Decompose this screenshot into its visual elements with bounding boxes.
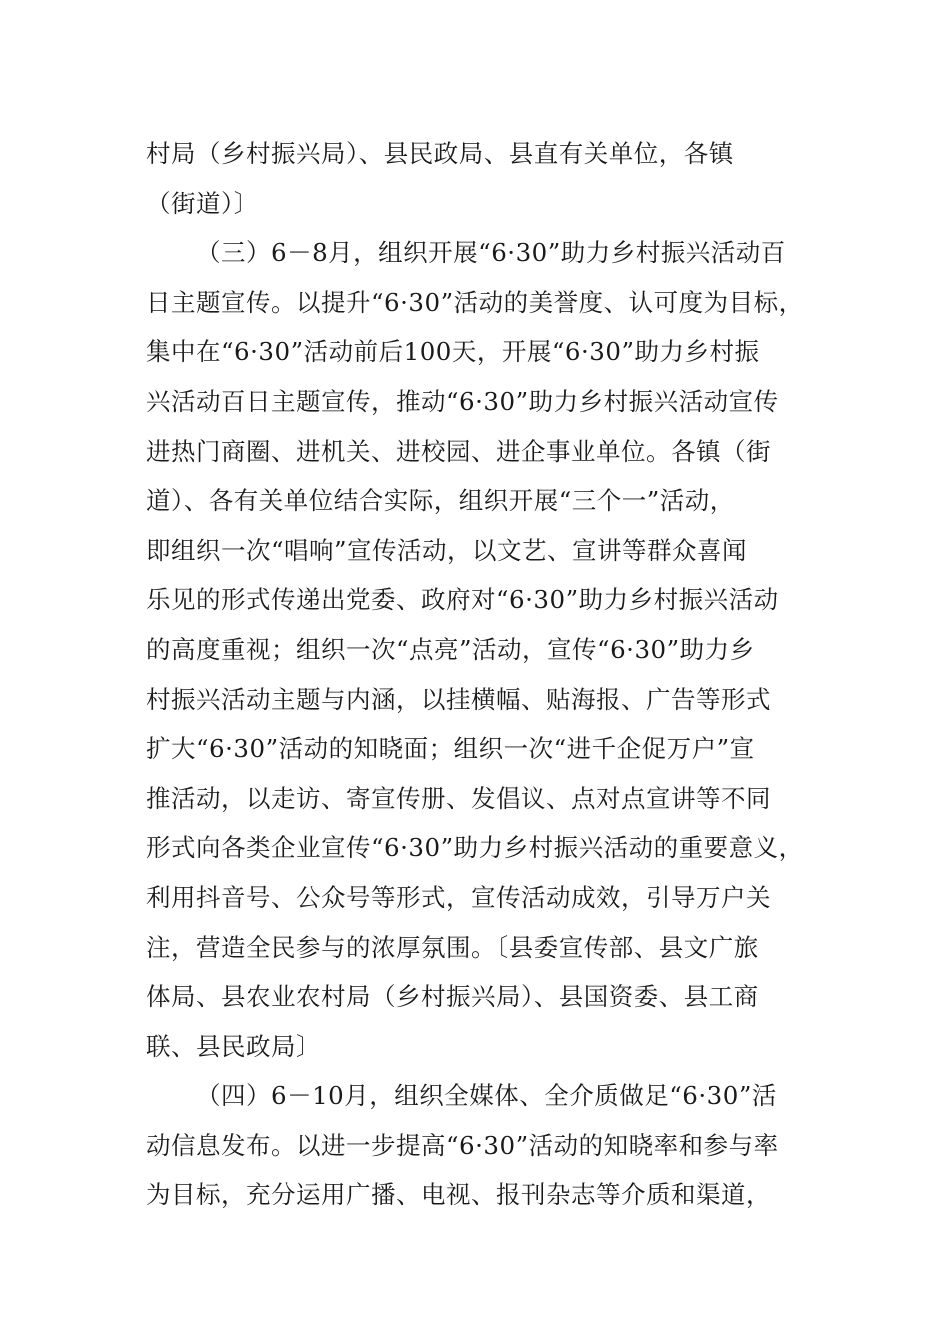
text-line: 利用抖音号、公众号等形式，宣传活动成效，引导万户关 [146, 882, 771, 912]
text-line: 注，营造全民参与的浓厚氛围。〔县委宣传部、县文广旅 [146, 932, 759, 962]
text-line: 村局（乡村振兴局）、县民政局、县直有关单位，各镇 [146, 139, 734, 168]
text-line: 即组织一次“唱响”宣传活动，以文艺、宣讲等群众喜闻 [146, 535, 748, 565]
body-text [146, 129, 836, 1220]
text-line: 日主题宣传。以提升“6·30”活动的美誉度、认可度为目标， [146, 287, 804, 317]
text-line: （街道）〕 [146, 188, 259, 218]
text-line: 集中在“6·30”活动前后100天，开展“6·30”助力乡村振 [146, 337, 760, 367]
text-line: 体局、县农业农村局（乡村振兴局）、县国资委、县工商 [146, 982, 759, 1012]
text-line: 的高度重视；组织一次“点亮”活动，宣传“6·30”助力乡 [146, 634, 755, 664]
section-heading-line: （三）6－8月，组织开展“6·30”助力乡村振兴活动百 [196, 238, 786, 268]
text-line: 村振兴活动主题与内涵，以挂横幅、贴海报、广告等形式 [146, 684, 771, 714]
text-line: 乐见的形式传递出党委、政府对“6·30”助力乡村振兴活动 [146, 585, 779, 615]
text-line: 为目标，充分运用广播、电视、报刊杂志等介质和渠道， [146, 1180, 771, 1210]
text-line: 兴活动百日主题宣传，推动“6·30”助力乡村振兴活动宣传 [146, 386, 779, 416]
text-line: 动信息发布。以进一步提高“6·30”活动的知晓率和参与率 [146, 1130, 779, 1160]
text-line: 推活动，以走访、寄宣传册、发倡议、点对点宣讲等不同 [146, 783, 771, 813]
text-line: 联、县民政局〕 [146, 1031, 321, 1061]
text-line: 道）、各有关单位结合实际，组织开展“三个一”活动， [146, 486, 735, 516]
section-heading-line: （四）6－10月，组织全媒体、全介质做足“6·30”活 [196, 1081, 777, 1111]
text-line: 形式向各类企业宣传“6·30”助力乡村振兴活动的重要意义， [146, 833, 804, 863]
text-line: 扩大“6·30”活动的知晓面；组织一次“进千企促万户”宣 [146, 734, 755, 764]
text-line: 进热门商圈、进机关、进校园、进企事业单位。各镇（街 [146, 436, 771, 466]
